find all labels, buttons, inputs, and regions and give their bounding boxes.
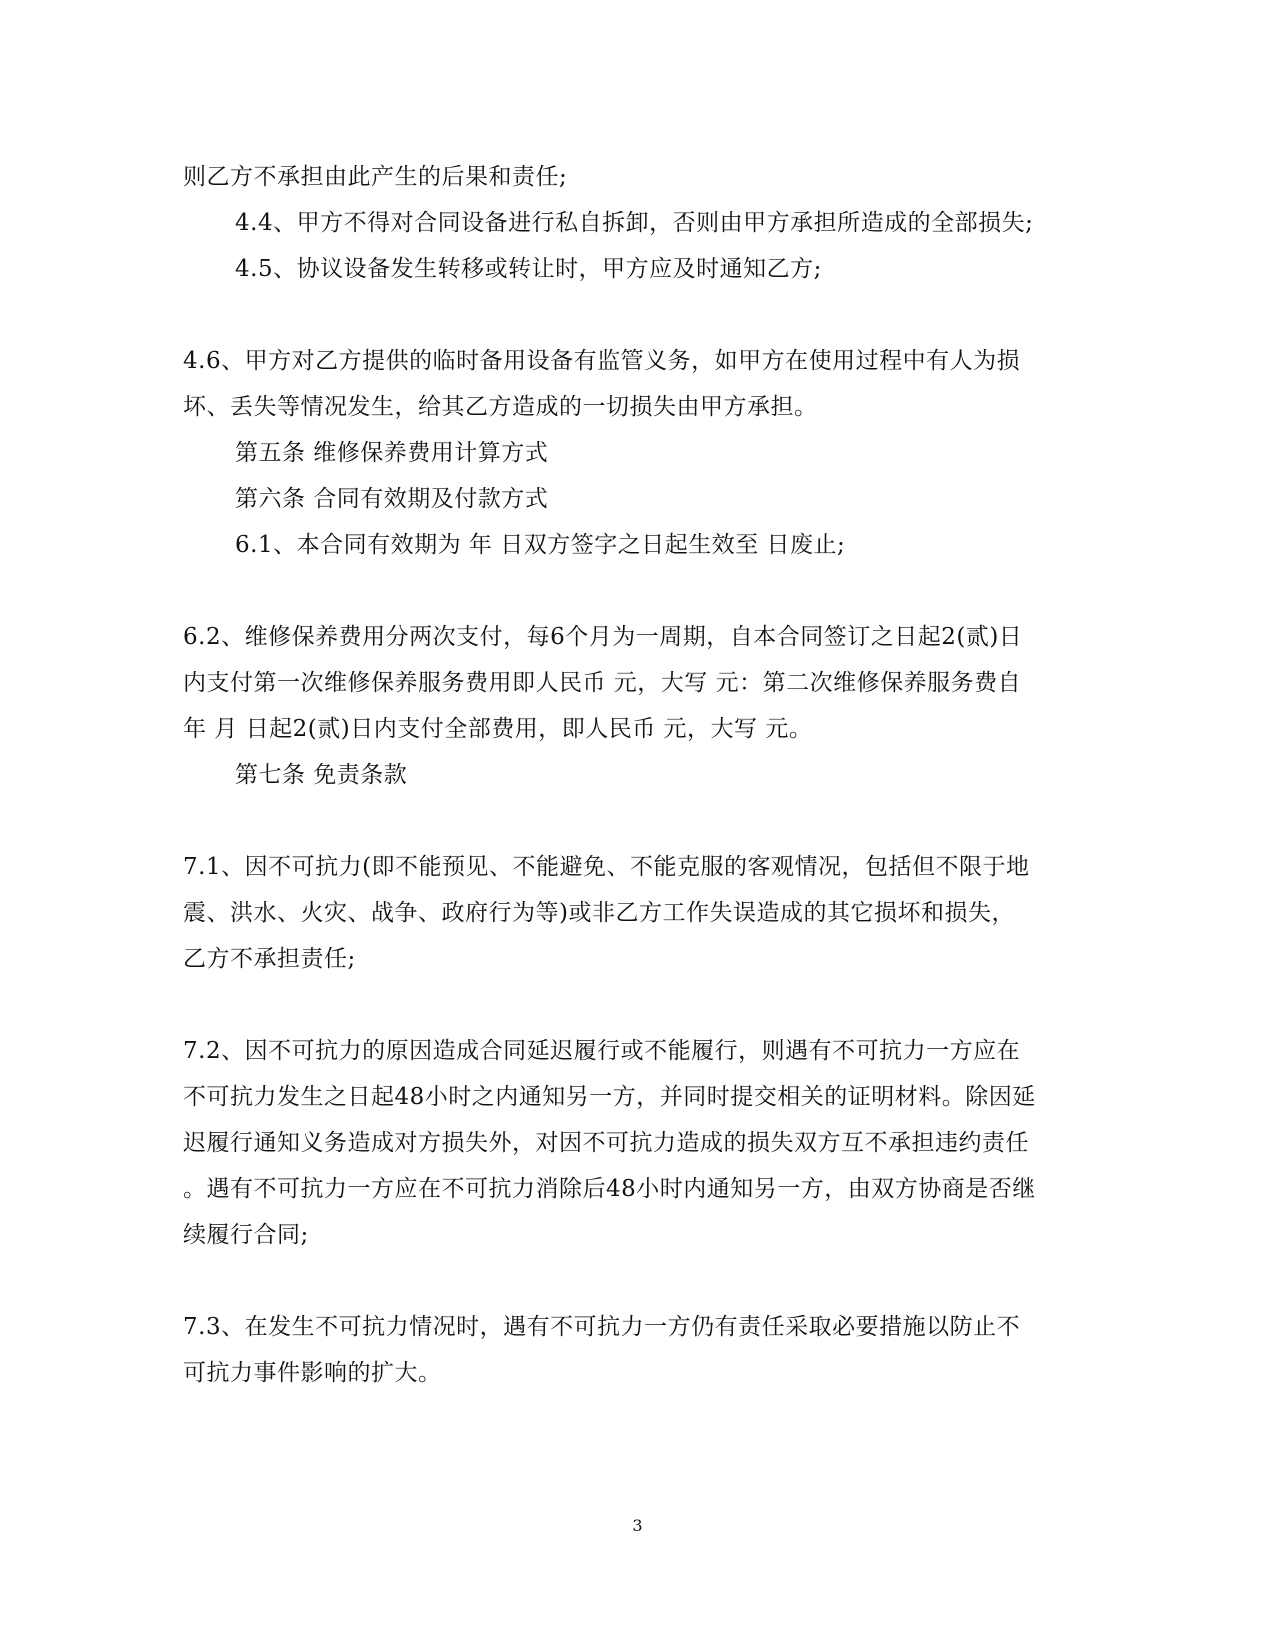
text-line: 不可抗力发生之日起48小时之内通知另一方，并同时提交相关的证明材料。除因延 — [183, 1084, 1036, 1110]
text-line: 。遇有不可抗力一方应在不可抗力消除后48小时内通知另一方，由双方协商是否继 — [183, 1176, 1036, 1202]
clause-4-4: 4.4、甲方不得对合同设备进行私自拆卸，否则由甲方承担所造成的全部损失; — [235, 210, 1034, 236]
text-line: 年 月 日起2(贰)日内支付全部费用，即人民币 元，大写 元。 — [183, 716, 813, 742]
article-6-heading: 第六条 合同有效期及付款方式 — [235, 486, 549, 512]
clause-7-2: 7.2、因不可抗力的原因造成合同延迟履行或不能履行，则遇有不可抗力一方应在 — [183, 1038, 1021, 1064]
clause-6-2: 6.2、维修保养费用分两次支付，每6个月为一周期，自本合同签订之日起2(贰)日 — [183, 624, 1023, 650]
text-line: 迟履行通知义务造成对方损失外，对因不可抗力造成的损失双方互不承担违约责任 — [183, 1130, 1029, 1156]
text-line: 坏、丢失等情况发生，给其乙方造成的一切损失由甲方承担。 — [183, 394, 818, 420]
text-line: 乙方不承担责任; — [183, 946, 356, 972]
page-number: 3 — [632, 1516, 643, 1535]
clause-4-5: 4.5、协议设备发生转移或转让时，甲方应及时通知乙方; — [235, 256, 822, 282]
article-5-heading: 第五条 维修保养费用计算方式 — [235, 440, 549, 466]
clause-7-1: 7.1、因不可抗力(即不能预见、不能避免、不能克服的客观情况，包括但不限于地 — [183, 854, 1030, 880]
text-line: 震、洪水、火灾、战争、政府行为等)或非乙方工作失误造成的其它损坏和损失， — [183, 900, 1015, 926]
clause-7-3: 7.3、在发生不可抗力情况时，遇有不可抗力一方仍有责任采取必要措施以防止不 — [183, 1314, 1021, 1340]
clause-6-1: 6.1、本合同有效期为 年 日双方签字之日起生效至 日废止; — [235, 532, 846, 558]
text-line: 可抗力事件影响的扩大。 — [183, 1360, 442, 1386]
article-7-heading: 第七条 免责条款 — [235, 762, 408, 788]
text-line: 则乙方不承担由此产生的后果和责任; — [183, 164, 568, 190]
clause-4-6: 4.6、甲方对乙方提供的临时备用设备有监管义务，如甲方在使用过程中有人为损 — [183, 348, 1021, 374]
text-line: 续履行合同; — [183, 1222, 309, 1248]
text-line: 内支付第一次维修保养服务费用即人民币 元，大写 元：第二次维修保养服务费自 — [183, 670, 1022, 696]
